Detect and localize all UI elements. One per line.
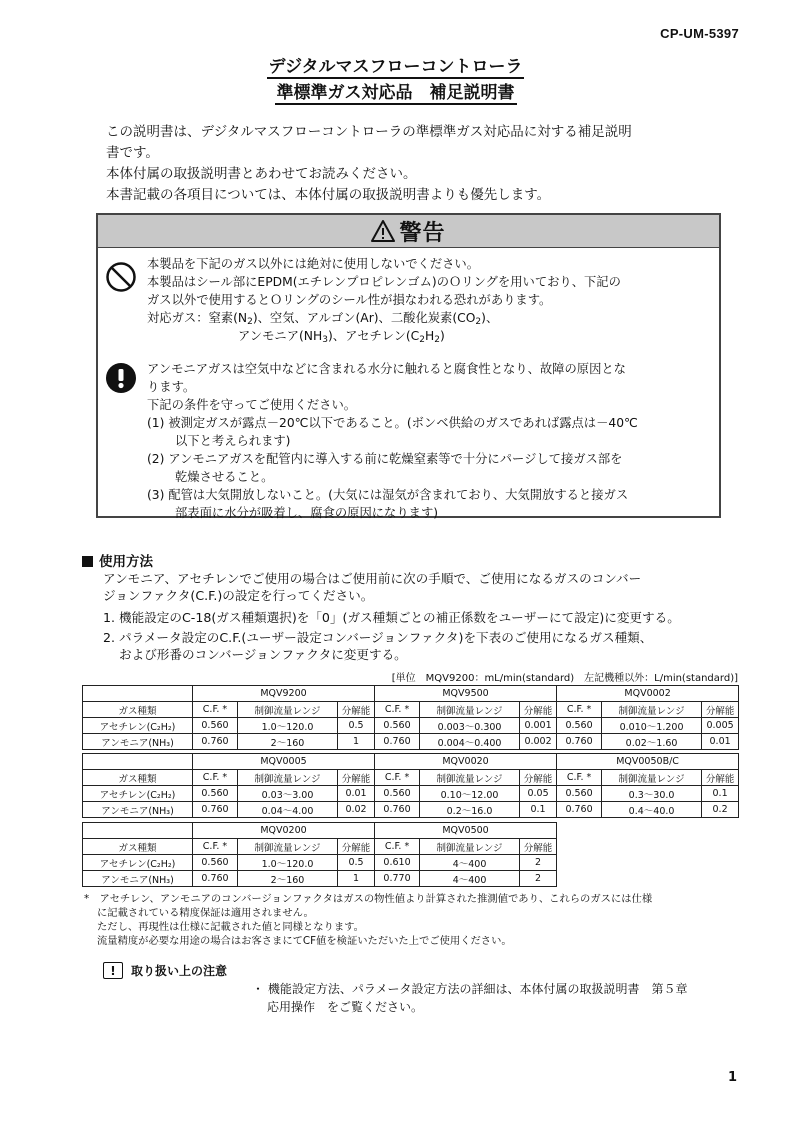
table-cell: 1.0～120.0 xyxy=(238,855,338,871)
table-row xyxy=(83,718,739,734)
table-cell: 0.05 xyxy=(520,786,557,802)
gas-name-cell: アンモニア(NH₃) xyxy=(83,802,193,818)
usage-text: アンモニア、アセチレンでご使用の場合はご使用前に次の手順で、ご使用になるガスのコンバー xyxy=(103,571,642,586)
resolution-header: 分解能 xyxy=(520,770,557,786)
condition-item: (2) アンモニアガスを配管内に導入する前に乾燥窒素等で十分にパージして接ガス部を xyxy=(147,452,623,466)
range-header: 制御流量レンジ xyxy=(602,770,702,786)
condition-item: (1) 被測定ガスが露点－20℃以下であること。(ボンベ供給のガスであれば露点は－40℃ xyxy=(147,416,638,430)
table-row xyxy=(83,786,739,802)
prohibit-icon xyxy=(105,261,137,293)
range-header: 制御流量レンジ xyxy=(238,770,338,786)
model-header: MQV9500 xyxy=(375,686,557,702)
condition-item: (3) 配管は大気開放しないこと。(大気には湿気が含まれており、大気開放すると接ガス xyxy=(147,488,629,502)
resolution-header: 分解能 xyxy=(338,839,375,855)
resolution-header: 分解能 xyxy=(520,839,557,855)
table-corner-cell xyxy=(83,754,193,770)
handling-caution-heading: ! 取り扱い上の注意 xyxy=(103,962,227,979)
usage-text: ジョンファクタ(C.F.)の設定を行ってください。 xyxy=(103,588,374,603)
table-row xyxy=(83,734,739,750)
table-cell: 0.01 xyxy=(702,734,739,750)
table-cell: 0.560 xyxy=(557,786,602,802)
table-cell: 0.2 xyxy=(702,802,739,818)
table-header-row xyxy=(83,702,739,718)
warning-text: 下記の条件を守ってご使用ください。 xyxy=(147,398,357,412)
condition-item: 以下と考えられます) xyxy=(175,434,291,448)
table-cell: 0.002 xyxy=(520,734,557,750)
warning-text: ります。 xyxy=(147,380,196,394)
warning-text: アンモニアガスは空気中などに含まれる水分に触れると腐食性となり、故障の原因とな xyxy=(147,362,626,376)
cf-header: C.F. * xyxy=(193,839,238,855)
intro-line: 本書記載の各項目については、本体付属の取扱説明書よりも優先します。 xyxy=(106,187,551,203)
table-cell: 0.760 xyxy=(557,802,602,818)
cf-header: C.F. * xyxy=(557,770,602,786)
table-cell: 0.3～30.0 xyxy=(602,786,702,802)
model-header: MQV0500 xyxy=(375,823,557,839)
usage-section-title: 使用方法 xyxy=(82,550,153,570)
cf-header: C.F. * xyxy=(193,702,238,718)
table-cell: 0.770 xyxy=(375,871,420,887)
table-header-row xyxy=(83,770,739,786)
usage-step: 1. 機能設定のC-18(ガス種類選択)を「0」(ガス種類ごとの補正係数をユーザーにて設定)に変更する。 xyxy=(103,610,680,625)
gas-type-header: ガス種類 xyxy=(83,839,193,855)
table-cell: 0.760 xyxy=(375,734,420,750)
cf-header: C.F. * xyxy=(375,702,420,718)
table-cell: 2 xyxy=(520,855,557,871)
range-header: 制御流量レンジ xyxy=(420,702,520,718)
table-row xyxy=(83,855,557,871)
intro-paragraph xyxy=(106,122,746,206)
table-cell: 0.02～1.60 xyxy=(602,734,702,750)
footnote-line: に記載されている精度保証は適用されません。 xyxy=(97,907,314,919)
gas-name-cell: アンモニア(NH₃) xyxy=(83,871,193,887)
cf-header: C.F. * xyxy=(375,839,420,855)
table-cell: 0.010～1.200 xyxy=(602,718,702,734)
table-header-row xyxy=(83,839,557,855)
table-cell: 2～160 xyxy=(238,734,338,750)
warning-text: 本製品を下記のガス以外には絶対に使用しないでください。 xyxy=(147,257,480,271)
table-cell: 0.560 xyxy=(193,855,238,871)
table-cell: 0.02 xyxy=(338,802,375,818)
resolution-header: 分解能 xyxy=(520,702,557,718)
model-header: MQV0050B/C xyxy=(557,754,739,770)
table-cell: 0.5 xyxy=(338,855,375,871)
footnote-line: 流量精度が必要な用途の場合はお客さまにてCF値を検証いただいた上でご使用ください。 xyxy=(97,935,512,947)
table-cell: 0.03～3.00 xyxy=(238,786,338,802)
table-cell: 4～400 xyxy=(420,855,520,871)
gas-name-cell: アンモニア(NH₃) xyxy=(83,734,193,750)
alert-triangle-icon xyxy=(371,219,395,243)
range-header: 制御流量レンジ xyxy=(602,702,702,718)
gas-name-cell: アセチレン(C₂H₂) xyxy=(83,718,193,734)
table-cell: 0.1 xyxy=(520,802,557,818)
square-bullet-icon xyxy=(82,556,93,567)
table-cell: 1.0～120.0 xyxy=(238,718,338,734)
caution-exclamation-icon: ! xyxy=(103,962,123,979)
table-cell: 0.01 xyxy=(338,786,375,802)
table-cell: 0.760 xyxy=(375,802,420,818)
model-header: MQV0002 xyxy=(557,686,739,702)
warning-text: 本製品はシール部にEPDM(エチレンプロピレンゴム)のＯリングを用いており、下記の xyxy=(147,275,621,289)
table-cell: 0.760 xyxy=(193,871,238,887)
warning-header xyxy=(98,215,719,248)
gas-name-cell: アセチレン(C₂H₂) xyxy=(83,786,193,802)
table-cell: 0.001 xyxy=(520,718,557,734)
model-header: MQV0020 xyxy=(375,754,557,770)
resolution-header: 分解能 xyxy=(702,702,739,718)
intro-line: 書です。 xyxy=(106,145,159,161)
cf-header: C.F. * xyxy=(375,770,420,786)
table-cell: 0.560 xyxy=(557,718,602,734)
footnote-line: * アセチレン、アンモニアのコンバージョンファクタはガスの物性値より計算された推測値であり、これらのガスには仕様 xyxy=(84,893,653,905)
cf-table xyxy=(82,822,557,887)
table-row xyxy=(83,871,557,887)
gas-name-cell: アセチレン(C₂H₂) xyxy=(83,855,193,871)
table-cell: 0.004～0.400 xyxy=(420,734,520,750)
warning-heading: 警告 xyxy=(399,220,446,246)
condition-item: 部表面に水分が吸着し、腐食の原因になります) xyxy=(175,506,439,520)
table-corner-cell xyxy=(83,686,193,702)
warning-box xyxy=(96,213,721,518)
table-cell: 0.610 xyxy=(375,855,420,871)
page-number: 1 xyxy=(727,1070,737,1085)
table-cell: 0.760 xyxy=(557,734,602,750)
intro-line: この説明書は、デジタルマスフローコントローラの準標準ガス対応品に対する補足説明 xyxy=(106,124,632,140)
cf-table xyxy=(82,685,739,750)
table-cell: 2 xyxy=(520,871,557,887)
document-id: CP-UM-5397 xyxy=(660,26,739,41)
exclamation-icon xyxy=(106,363,136,393)
condition-item: 乾燥させること。 xyxy=(175,470,274,484)
supported-gases-line: 対応ガス：窒素$(N_2)$、空気、アルゴン(Ar)、二酸化炭素$(CO_2)$、 xyxy=(147,311,499,327)
resolution-header: 分解能 xyxy=(702,770,739,786)
resolution-header: 分解能 xyxy=(338,770,375,786)
cf-header: C.F. * xyxy=(193,770,238,786)
intro-line: 本体付属の取扱説明書とあわせてお読みください。 xyxy=(106,166,417,182)
cf-table xyxy=(82,753,739,818)
usage-step: および形番のコンバージョンファクタに変更する。 xyxy=(119,647,407,662)
gas-type-header: ガス種類 xyxy=(83,770,193,786)
document-title-line1: デジタルマスフローコントローラ xyxy=(268,57,523,77)
table-cell: 0.2～16.0 xyxy=(420,802,520,818)
table-cell: 0.760 xyxy=(193,734,238,750)
supported-gases-line: アンモニア$(NH_3)$、アセチレン$(C_2H_2)$ xyxy=(238,329,445,345)
cf-header: C.F. * xyxy=(557,702,602,718)
table-cell: 0.760 xyxy=(193,802,238,818)
table-model-row xyxy=(83,686,739,702)
table-cell: 0.003～0.300 xyxy=(420,718,520,734)
model-header: MQV0005 xyxy=(193,754,375,770)
handling-note: ・ 機能設定方法、パラメータ設定方法の詳細は、本体付属の取扱説明書 第５章 応用操作 をご覧ください。 xyxy=(252,982,688,1014)
table-cell: 0.04～4.00 xyxy=(238,802,338,818)
table-cell: 1 xyxy=(338,871,375,887)
resolution-header: 分解能 xyxy=(338,702,375,718)
table-cell: 0.5 xyxy=(338,718,375,734)
range-header: 制御流量レンジ xyxy=(420,770,520,786)
table-model-row xyxy=(83,823,557,839)
usage-step: 2. パラメータ設定のC.F.(ユーザー設定コンバージョンファクタ)を下表のご使用になるガス種類、 xyxy=(103,630,653,645)
table-cell: 0.10～12.00 xyxy=(420,786,520,802)
table-cell: 0.1 xyxy=(702,786,739,802)
range-header: 制御流量レンジ xyxy=(238,702,338,718)
model-header: MQV9200 xyxy=(193,686,375,702)
table-cell: 4～400 xyxy=(420,871,520,887)
range-header: 制御流量レンジ xyxy=(238,839,338,855)
table-cell: 0.005 xyxy=(702,718,739,734)
table-cell: 1 xyxy=(338,734,375,750)
table-model-row xyxy=(83,754,739,770)
table-cell: 0.560 xyxy=(375,786,420,802)
table-cell: 2～160 xyxy=(238,871,338,887)
document-title-line2: 準標準ガス対応品 補足説明書 xyxy=(276,83,515,103)
unit-note: [単位 MQV9200：mL/min(standard) 左記機種以外：L/min(standard)] xyxy=(391,673,738,684)
footnote-line: ただし、再現性は仕様に記載された値と同様となります。 xyxy=(97,921,364,933)
table-cell: 0.560 xyxy=(193,718,238,734)
table-row xyxy=(83,802,739,818)
range-header: 制御流量レンジ xyxy=(420,839,520,855)
table-cell: 0.560 xyxy=(193,786,238,802)
warning-text: ガス以外で使用するとＯリングのシール性が損なわれる恐れがあります。 xyxy=(147,293,552,307)
table-corner-cell xyxy=(83,823,193,839)
model-header: MQV0200 xyxy=(193,823,375,839)
table-cell: 0.4～40.0 xyxy=(602,802,702,818)
table-cell: 0.560 xyxy=(375,718,420,734)
gas-type-header: ガス種類 xyxy=(83,702,193,718)
